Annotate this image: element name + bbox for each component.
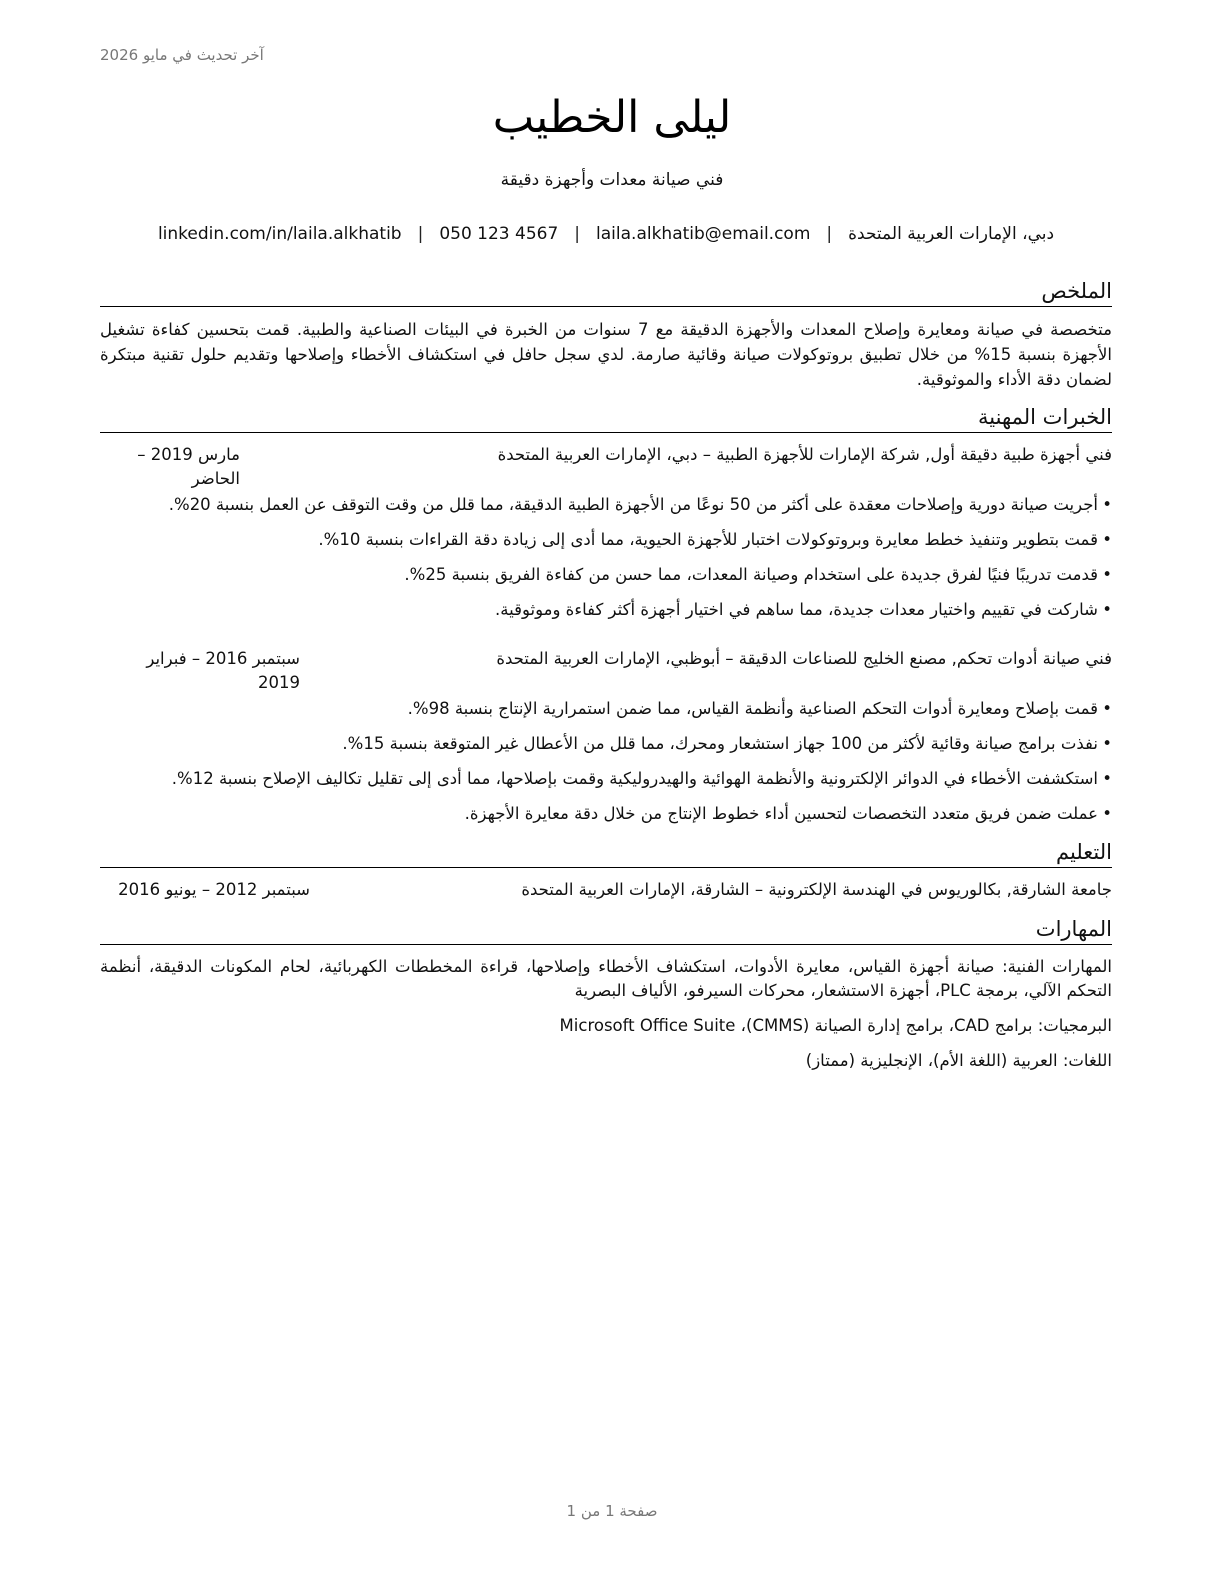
candidate-name: ليلى الخطيب	[492, 92, 732, 143]
contact-location: دبي، الإمارات العربية المتحدة	[848, 224, 1055, 244]
job-bullet: • قمت بإصلاح ومعايرة أدوات التحكم الصناعية وأنظمة القياس، مما ضمن استمرارية الإنتاج بنسبة 98%.	[100, 697, 1112, 721]
job-entry	[100, 647, 1112, 826]
contact-email[interactable]: laila.alkhatib@email.com	[596, 224, 811, 244]
resume-body	[100, 276, 1112, 1084]
contact-linkedin[interactable]: linkedin.com/in/laila.alkhatib	[157, 224, 402, 244]
education-dates: سبتمبر 2012 – يونيو 2016	[118, 880, 310, 899]
contact-phone: 050 123 4567	[439, 224, 559, 244]
contact-separator: |	[574, 224, 581, 244]
education-institution: جامعة الشارقة, بكالوريوس في الهندسة الإلكترونية – الشارقة، الإمارات العربية المتحدة	[521, 880, 1112, 899]
summary-heading: الملخص	[100, 276, 1112, 307]
experience-heading: الخبرات المهنية	[100, 402, 1112, 433]
job-dates: مارس 2019 – الحاضر	[137, 445, 240, 488]
skills-languages: اللغات: العربية (اللغة الأم)، الإنجليزية (ممتاز)	[805, 1051, 1112, 1070]
education-entry	[100, 878, 1112, 902]
job-header	[100, 443, 1112, 491]
job-role: فني أجهزة طبية دقيقة أول, شركة الإمارات للأجهزة الطبية – دبي، الإمارات العربية المتحدة	[497, 445, 1112, 464]
job-bullet: • شاركت في تقييم واختيار معدات جديدة، مما ساهم في اختيار أجهزة أكثر كفاءة وموثوقية.	[100, 598, 1112, 622]
contact-line	[100, 224, 1112, 244]
page-number: صفحة 1 من 1	[566, 1502, 658, 1520]
job-bullet: • استكشفت الأخطاء في الدوائر الإلكترونية والأنظمة الهوائية والهيدروليكية وقمت بإصلاحها، مما أدى إلى تقليل تكاليف الإصلاح بنسبة 12%.	[100, 767, 1112, 791]
job-bullets	[100, 493, 1112, 622]
job-bullet: • قدمت تدريبًا فنيًا لفرق جديدة على استخدام وصيانة المعدات، مما حسن من كفاءة الفريق بنسبة 25%.	[100, 563, 1112, 587]
education-heading: التعليم	[100, 837, 1112, 868]
job-bullet: • قمت بتطوير وتنفيذ خطط معايرة وبروتوكولات اختبار للأجهزة الحيوية، مما أدى إلى زيادة دقة القراءات بنسبة 10%.	[100, 528, 1112, 552]
job-entry	[100, 443, 1112, 622]
job-title: فني صيانة معدات وأجهزة دقيقة	[500, 170, 724, 190]
job-bullet: • أجريت صيانة دورية وإصلاحات معقدة على أكثر من 50 نوعًا من الأجهزة الطبية الدقيقة، مما قلل من وقت التوقف عن العمل بنسبة 20%.	[100, 493, 1112, 517]
last-updated: آخر تحديث في مايو 2026	[100, 46, 264, 64]
skills-heading: المهارات	[100, 914, 1112, 945]
job-dates: سبتمبر 2016 – فبراير 2019	[146, 649, 300, 692]
job-bullet: • نفذت برامج صيانة وقائية لأكثر من 100 جهاز استشعار ومحرك، مما قلل من الأعطال غير المتوقعة بنسبة 15%.	[100, 732, 1112, 756]
job-header	[100, 647, 1112, 695]
summary-text: متخصصة في صيانة ومعايرة وإصلاح المعدات والأجهزة الدقيقة مع 7 سنوات من الخبرة في البيئات الصناعية والطبية. قمت بتحسين كفاءة تشغيل الأجهزة بنسبة 15% من خلال تطبيق بروتوكولات صيانة وقائية صارمة. لدي سجل حافل في استكشاف الأخطاء وإصلاحها وتقديم حلول تقنية مبتكرة لضمان دقة الأداء والموثوقية.	[100, 320, 1112, 389]
skills-software: البرمجيات: برامج CAD، برامج إدارة الصيانة (CMMS)، Microsoft Office Suite	[559, 1016, 1112, 1035]
job-bullets	[100, 697, 1112, 826]
skills-technical: المهارات الفنية: صيانة أجهزة القياس، معايرة الأدوات، استكشاف الأخطاء وإصلاحها، قراءة المخططات الكهربائية، لحام المكونات الدقيقة، أنظمة التحكم الآلي، برمجة PLC، أجهزة الاستشعار، محركات السيرفو، الألياف البصرية	[100, 957, 1112, 1000]
contact-separator: |	[826, 224, 833, 244]
contact-separator: |	[417, 224, 424, 244]
job-role: فني صيانة أدوات تحكم, مصنع الخليج للصناعات الدقيقة – أبوظبي، الإمارات العربية المتحدة	[496, 649, 1112, 668]
job-bullet: • عملت ضمن فريق متعدد التخصصات لتحسين أداء خطوط الإنتاج من خلال دقة معايرة الأجهزة.	[100, 802, 1112, 826]
